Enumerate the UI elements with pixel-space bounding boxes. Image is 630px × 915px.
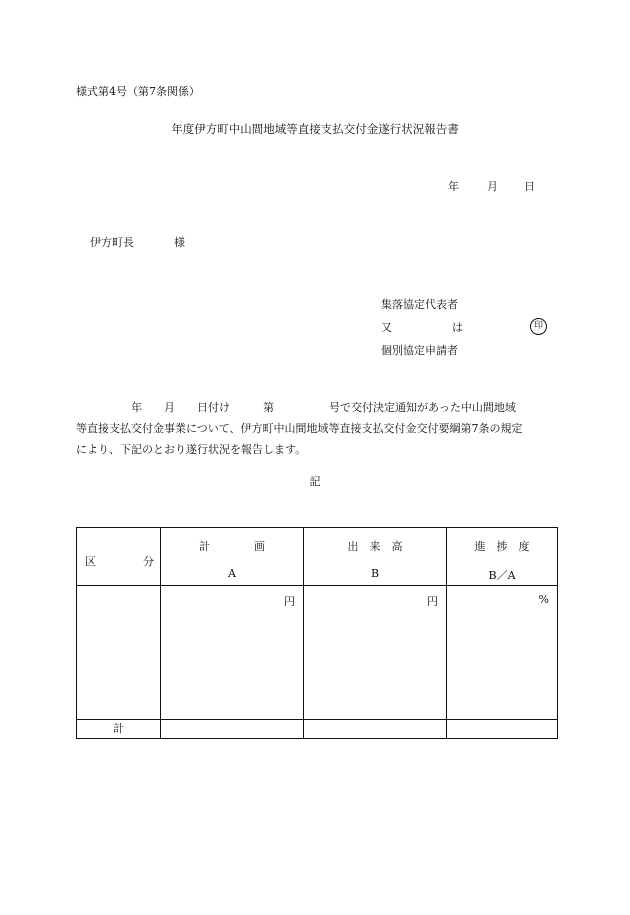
addressee-name: 伊方町長 [90, 236, 134, 249]
header-actual [304, 528, 447, 586]
header-kubun [77, 528, 161, 586]
header-plan-label: 計 画 [199, 540, 265, 553]
date-day: 日 [524, 180, 535, 193]
entry-plan-cell[interactable] [161, 586, 304, 720]
individual-applicant-title: 個別協定申請者 [381, 344, 458, 357]
report-body-text [76, 397, 556, 460]
form-number: 様式第4号（第7条関係） [76, 85, 200, 98]
entry-kubun-cell[interactable] [77, 586, 161, 720]
header-plan-code: A [228, 567, 236, 580]
kubun-left-char: 区 [85, 555, 96, 568]
total-progress-cell[interactable] [447, 720, 558, 739]
table-entry-row [77, 586, 558, 720]
total-label: 計 [77, 720, 161, 739]
representative-title: 集落協定代表者 [381, 298, 458, 311]
header-progress-code: B／A [488, 569, 516, 582]
entry-progress-cell[interactable] [447, 586, 558, 720]
progress-report-table [76, 527, 558, 739]
header-plan [161, 528, 304, 586]
kubun-right-char: 分 [143, 555, 154, 568]
unit-yen-actual: 円 [427, 595, 438, 608]
body-line-2: 等直接支払交付金事業について、伊方町中山間地域等直接支払交付金交付要綱第7条の規定 [76, 422, 523, 435]
ki-heading: 記 [309, 475, 321, 488]
header-progress-label: 進 捗 度 [474, 540, 530, 553]
addressee [90, 237, 185, 248]
total-plan-cell[interactable] [161, 720, 304, 739]
header-actual-code: B [370, 567, 380, 580]
or-left: 又 [381, 321, 392, 334]
unit-percent: % [538, 593, 549, 606]
body-line-3: により、下記のとおり遂行状況を報告します。 [76, 443, 307, 456]
total-actual-cell[interactable] [304, 720, 447, 739]
addressee-honorific: 様 [174, 236, 185, 249]
date-month: 月 [487, 180, 498, 193]
document-title: 年度伊方町中山間地域等直接支払交付金遂行状況報告書 [171, 122, 459, 136]
table-total-row [77, 720, 558, 739]
or-right: は [452, 321, 463, 334]
date-year: 年 [448, 180, 459, 193]
unit-yen-plan: 円 [284, 595, 295, 608]
entry-actual-cell[interactable] [304, 586, 447, 720]
body-line-1: 年 月 日付け 第 号で交付決定通知があった中山間地域 [76, 401, 516, 414]
table-header-row [77, 528, 558, 586]
header-actual-label: 出 来 高 [347, 540, 403, 553]
header-progress [447, 528, 558, 586]
seal-mark-icon: 印 [530, 318, 547, 335]
date-line [448, 181, 535, 192]
